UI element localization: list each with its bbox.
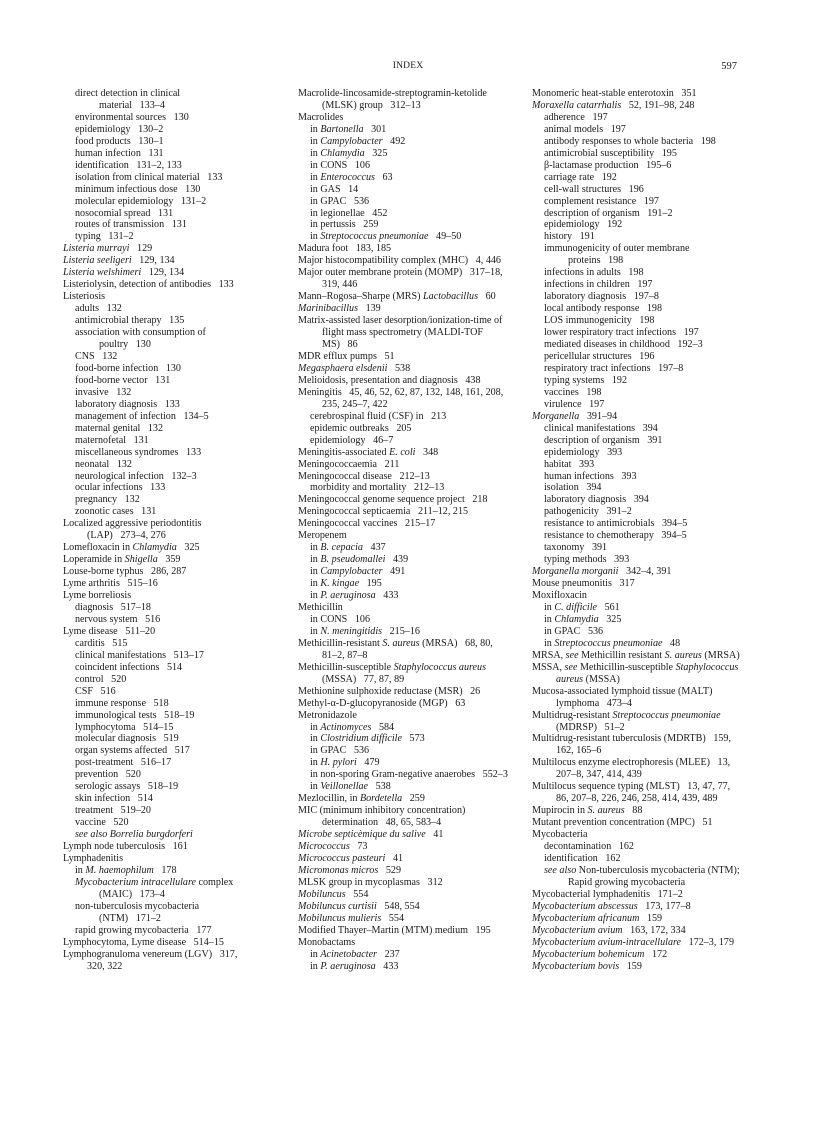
index-entry: Lymphadenitis	[63, 853, 123, 864]
index-entry: immunological tests 518–19	[75, 709, 195, 721]
index-entry: cell-wall structures 196	[544, 183, 644, 195]
index-entry: Melioidosis, presentation and diagnosis 438	[298, 374, 481, 386]
index-column-left	[63, 88, 278, 973]
index-entry: in Acinetobacter 237	[310, 948, 400, 960]
index-entry: MS) 86	[322, 339, 358, 351]
index-entry: aureus (MSSA)	[556, 673, 620, 685]
index-column-middle	[298, 88, 518, 973]
index-entry: Major histocompatibility complex (MHC) 4, 446	[298, 255, 501, 267]
index-entry: animal models 197	[544, 123, 626, 135]
running-header-title: INDEX	[392, 61, 424, 71]
index-entry: MRSA, see Methicillin resistant S. aureus (MRSA)	[532, 649, 740, 661]
index-entry: Morganella 391–94	[532, 410, 618, 422]
index-entry: routes of transmission 131	[75, 219, 187, 231]
index-entry: Mycobacterium avium-intracellulare 172–3, 179	[532, 936, 735, 948]
index-entry: Moxifloxacin	[532, 590, 587, 602]
index-entry: pathogenicity 391–2	[544, 506, 632, 518]
index-entry: in Clostridium difficile 573	[310, 733, 425, 745]
index-entry: vaccines 198	[544, 386, 602, 398]
index-entry: Mupirocin in S. aureus 88	[532, 805, 643, 817]
index-entry: Morganella morganii 342–4, 391	[532, 566, 672, 578]
index-entry: Mycobacteria	[532, 829, 588, 841]
index-entry: description of organism 191–2	[544, 207, 673, 219]
index-entry: in Chlamydia 325	[544, 613, 622, 625]
index-entry: (MSSA) 77, 87, 89	[322, 673, 405, 685]
index-entry: see also Non-tuberculosis mycobacteria (NTM);	[544, 864, 740, 876]
index-entry: β-lactamase production 195–6	[544, 159, 672, 171]
index-entry: proteins 198	[568, 255, 624, 267]
index-entry: MIC (minimum inhibitory concentration)	[298, 805, 466, 817]
index-entry: MLSK group in mycoplasmas 312	[298, 876, 443, 888]
index-entry: in Chlamydia 325	[310, 147, 388, 159]
index-entry: Megasphaera elsdenii 538	[298, 362, 411, 374]
index-entry: organ systems affected 517	[75, 745, 190, 757]
index-entry: zoonotic cases 131	[75, 506, 157, 518]
index-entry: see also Borrelia burgdorferi	[75, 829, 193, 841]
index-entry: Meningococcaemia 211	[298, 458, 400, 470]
index-entry: lymphoma 473–4	[556, 697, 632, 709]
index-entry: in Enterococcus 63	[310, 171, 393, 183]
index-entry: Meningococcal genome sequence project 218	[298, 494, 488, 506]
index-entry: in Campylobacter 491	[310, 566, 406, 578]
index-entry: laboratory diagnosis 394	[544, 494, 649, 506]
index-entry: treatment 519–20	[75, 805, 151, 817]
index-entry: identification 162	[544, 853, 621, 864]
index-entry: cerebrospinal fluid (CSF) in 213	[310, 410, 447, 422]
index-entry: Multidrug-resistant tuberculosis (MDRTB) 159,	[532, 733, 732, 745]
index-entry: 162, 165–6	[556, 745, 602, 757]
index-entry: typing 131–2	[75, 231, 134, 243]
index-entry: immune response 518	[75, 697, 169, 709]
index-entry: 86, 207–8, 226, 246, 258, 414, 439, 489	[556, 793, 718, 805]
index-entry: Mycobacterium abscessus 173, 177–8	[532, 900, 691, 912]
index-entry: pregnancy 132	[75, 494, 140, 506]
index-entry: miscellaneous syndromes 133	[75, 446, 202, 458]
index-entry: Mucosa-associated lymphoid tissue (MALT)	[532, 685, 713, 697]
index-entry: taxonomy 391	[544, 542, 608, 554]
index-entry: 207–8, 347, 414, 439	[556, 769, 642, 781]
index-entry: typing methods 393	[544, 554, 630, 566]
index-entry: Mann–Rogosa–Sharpe (MRS) Lactobacillus 60	[298, 291, 496, 303]
index-entry: in GPAC 536	[310, 745, 370, 757]
index-entry: epidemic outbreaks 205	[310, 422, 412, 434]
index-entry: Localized aggressive periodontitis	[63, 518, 202, 530]
index-entry: in Veillonellae 538	[310, 781, 391, 793]
index-entry: mediated diseases in childhood 192–3	[544, 339, 703, 351]
index-entry: skin infection 514	[75, 793, 153, 805]
index-entry: 235, 245–7, 422	[322, 398, 388, 410]
index-entry: human infections 393	[544, 470, 637, 482]
index-entry: Mezlocillin, in Bordetella 259	[298, 793, 425, 805]
index-entry: Listeria murrayi 129	[63, 243, 153, 255]
index-entry: epidemiology 192	[544, 219, 623, 231]
index-entry: antibody responses to whole bacteria 198	[544, 135, 716, 147]
index-entry: food-borne infection 130	[75, 362, 181, 374]
index-entry: Listeria seeligeri 129, 134	[63, 255, 175, 267]
index-entry: Multidrug-resistant Streptococcus pneumoniae	[532, 709, 721, 721]
index-entry: immunogenicity of outer membrane	[544, 243, 690, 255]
index-entry: (LAP) 273–4, 276	[87, 530, 166, 542]
index-entry: minimum infectious dose 130	[75, 183, 201, 195]
index-entry: Loperamide in Shigella 359	[63, 554, 181, 566]
index-entry: respiratory tract infections 197–8	[544, 362, 684, 374]
index-entry: determination 48, 65, 583–4	[322, 817, 442, 829]
index-entry: complement resistance 197	[544, 195, 659, 207]
index-entry: Metronidazole	[298, 709, 357, 721]
index-entry: in P. aeruginosa 433	[310, 590, 399, 602]
index-entry: in M. haemophilum 178	[75, 864, 177, 876]
index-entry: MSSA, see Methicillin-susceptible Staphylococcus	[532, 661, 739, 673]
index-entry: Lyme borreliosis	[63, 590, 132, 602]
index-entry: Listeria welshimeri 129, 134	[63, 267, 185, 279]
index-entry: Methicillin-resistant S. aureus (MRSA) 68, 80,	[298, 637, 493, 649]
index-entry: Mutant prevention concentration (MPC) 51	[532, 817, 713, 829]
index-entry: clinical manifestations 394	[544, 422, 658, 434]
index-entry: history 191	[544, 231, 595, 243]
index-entry: Listeriosis	[63, 291, 106, 303]
index-entry: in pertussis 259	[310, 219, 379, 231]
index-entry: LOS immunogenicity 198	[544, 315, 655, 327]
index-entry: Mycobacterium bohemicum 172	[532, 948, 668, 960]
index-entry: post-treatment 516–17	[75, 757, 172, 769]
index-entry: adults 132	[75, 303, 122, 315]
index-entry: carditis 515	[75, 637, 128, 649]
index-entry: Mobiluncus 554	[298, 888, 369, 900]
index-entry: isolation 394	[544, 482, 602, 494]
index-entry: epidemiology 393	[544, 446, 623, 458]
index-entry: Multilocus sequence typing (MLST) 13, 47, 77,	[532, 781, 731, 793]
index-entry: (NTM) 171–2	[99, 912, 161, 924]
index-entry: control 520	[75, 673, 127, 685]
index-entry: Monobactams	[298, 936, 356, 948]
index-entry: 81–2, 87–8	[322, 649, 368, 661]
index-entry: Monomeric heat-stable enterotoxin 351	[532, 88, 697, 99]
index-entry: isolation from clinical material 133	[75, 171, 223, 183]
index-entry: Rapid growing mycobacteria	[568, 876, 686, 888]
index-entry: (MAIC) 173–4	[99, 888, 165, 900]
index-entry: in B. cepacia 437	[310, 542, 386, 554]
index-entry: molecular diagnosis 519	[75, 733, 179, 745]
index-entry: Methicillin-susceptible Staphylococcus aureus	[298, 661, 487, 673]
index-entry: material 133–4	[99, 99, 165, 111]
index-entry: Micrococcus pasteuri 41	[298, 853, 404, 864]
index-entry: in legionellae 452	[310, 207, 388, 219]
index-entry: 319, 446	[322, 279, 358, 291]
index-entry: in Actinomyces 584	[310, 721, 395, 733]
index-entry: pericellular structures 196	[544, 350, 655, 362]
index-entry: association with consumption of	[75, 327, 206, 339]
index-entry: Multilocus enzyme electrophoresis (MLEE) 13,	[532, 757, 731, 769]
index-entry: nervous system 516	[75, 613, 161, 625]
index-entry: Macrolides	[298, 111, 344, 123]
index-entry: adherence 197	[544, 111, 608, 123]
index-entry: MDR efflux pumps 51	[298, 350, 395, 362]
index-entry: Micrococcus 73	[298, 841, 368, 853]
index-entry: in P. aeruginosa 433	[310, 960, 399, 972]
index-entry: decontamination 162	[544, 841, 634, 853]
index-entry: Lymphocytoma, Lyme disease 514–15	[63, 936, 224, 948]
index-entry: direct detection in clinical	[75, 88, 181, 99]
index-entry: in Streptococcus pneumoniae 48	[544, 637, 681, 649]
index-entry: in C. difficile 561	[544, 601, 620, 613]
index-entry: management of infection 134–5	[75, 410, 209, 422]
index-entry: diagnosis 517–18	[75, 601, 151, 613]
index-entry: vaccine 520	[75, 817, 129, 829]
index-entry: invasive 132	[75, 386, 132, 398]
index-entry: Macrolide-lincosamide-streptogramin-ketolide	[298, 88, 487, 99]
index-entry: Moraxella catarrhalis 52, 191–98, 248	[532, 99, 695, 111]
index-entry: Lyme arthritis 515–16	[63, 578, 158, 590]
index-column-right	[532, 88, 757, 973]
index-entry: Micromonas micros 529	[298, 864, 401, 876]
index-entry: Mycobacterium intracellulare complex	[75, 876, 234, 888]
index-entry: Lyme disease 511–20	[63, 625, 156, 637]
index-entry: Mobiluncus mulieris 554	[298, 912, 404, 924]
index-entry: Methyl-α-D-glucopyranoside (MGP) 63	[298, 697, 466, 709]
index-entry: Meningococcal vaccines 215–17	[298, 518, 436, 530]
index-entry: poultry 130	[99, 339, 151, 351]
index-entry: rapid growing mycobacteria 177	[75, 924, 212, 936]
index-entry: antimicrobial therapy 135	[75, 315, 185, 327]
index-entry: in Campylobacter 492	[310, 135, 406, 147]
index-entry: Louse-borne typhus 286, 287	[63, 566, 187, 578]
index-entry: identification 131–2, 133	[75, 159, 182, 171]
index-entry: Meningitis-associated E. coli 348	[298, 446, 439, 458]
index-entry: prevention 520	[75, 769, 141, 781]
index-entry: carriage rate 192	[544, 171, 617, 183]
index-entry: molecular epidemiology 131–2	[75, 195, 207, 207]
index-entry: in GPAC 536	[544, 625, 604, 637]
index-entry: coincident infections 514	[75, 661, 183, 673]
index-entry: non-tuberculosis mycobacteria	[75, 900, 200, 912]
index-entry: neonatal 132	[75, 458, 132, 470]
index-entry: clinical manifestations 513–17	[75, 649, 204, 661]
index-entry: Matrix-assisted laser desorption/ionization-time of	[298, 315, 503, 327]
index-entry: Meningococcal disease 212–13	[298, 470, 430, 482]
index-entry: environmental sources 130	[75, 111, 189, 123]
index-entry: Meningococcal septicaemia 211–12, 215	[298, 506, 469, 518]
index-entry: Mobiluncus curtisii 548, 554	[298, 900, 420, 912]
index-entry: Mouse pneumonitis 317	[532, 578, 635, 590]
index-entry: Methionine sulphoxide reductase (MSR) 26	[298, 685, 481, 697]
index-entry: lower respiratory tract infections 197	[544, 327, 699, 339]
index-entry: habitat 393	[544, 458, 595, 470]
index-entry: (MLSK) group 312–13	[322, 99, 421, 111]
index-entry: resistance to chemotherapy 394–5	[544, 530, 687, 542]
index-entry: epidemiology 130–2	[75, 123, 164, 135]
index-entry: lymphocytoma 514–15	[75, 721, 174, 733]
index-entry: serologic assays 518–19	[75, 781, 179, 793]
index-entry: human infection 131	[75, 147, 164, 159]
index-entry: food-borne vector 131	[75, 374, 171, 386]
index-entry: morbidity and mortality 212–13	[310, 482, 445, 494]
index-entry: Lymph node tuberculosis 161	[63, 841, 188, 853]
index-entry: in B. pseudomallei 439	[310, 554, 409, 566]
index-entry: in N. meningitidis 215–16	[310, 625, 420, 637]
index-entry: Madura foot 183, 185	[298, 243, 392, 255]
index-entry: Major outer membrane protein (MOMP) 317–18,	[298, 267, 503, 279]
page-number: 597	[721, 61, 737, 72]
index-entry: Meropenem	[298, 530, 347, 542]
index-entry: (MDRSP) 51–2	[556, 721, 625, 733]
index-entry: laboratory diagnosis 133	[75, 398, 180, 410]
index-entry: Mycobacterium bovis 159	[532, 960, 642, 972]
index-entry: Lymphogranuloma venereum (LGV) 317,	[63, 948, 238, 960]
index-entry: antimicrobial susceptibility 195	[544, 147, 677, 159]
index-entry: ocular infections 133	[75, 482, 166, 494]
index-entry: in H. pylori 479	[310, 757, 380, 769]
index-entry: in GPAC 536	[310, 195, 370, 207]
index-entry: in Bartonella 301	[310, 123, 387, 135]
index-entry: in CONS 106	[310, 159, 371, 171]
index-entry: local antibody response 198	[544, 303, 663, 315]
index-entry: Mycobacterium avium 163, 172, 334	[532, 924, 686, 936]
index-entry: Mycobacterial lymphadenitis 171–2	[532, 888, 683, 900]
index-entry: food products 130–1	[75, 135, 164, 147]
index-entry: maternal genital 132	[75, 422, 164, 434]
index-entry: typing systems 192	[544, 374, 627, 386]
index-entry: virulence 197	[544, 398, 605, 410]
index-entry: 320, 322	[87, 960, 123, 972]
index-entry: in CONS 106	[310, 613, 371, 625]
index-entry: infections in children 197	[544, 279, 653, 291]
index-entry: nosocomial spread 131	[75, 207, 174, 219]
index-entry: epidemiology 46–7	[310, 434, 394, 446]
index-entry: description of organism 391	[544, 434, 663, 446]
index-entry: CNS 132	[75, 350, 118, 362]
index-entry: infections in adults 198	[544, 267, 644, 279]
index-entry: maternofetal 131	[75, 434, 149, 446]
index-entry: Lomefloxacin in Chlamydia 325	[63, 542, 200, 554]
index-entry: resistance to antimicrobials 394–5	[544, 518, 688, 530]
index-entry: laboratory diagnosis 197–8	[544, 291, 659, 303]
index-entry: Marinibacillus 139	[298, 303, 381, 315]
index-entry: Microbe septicèmique du salive 41	[298, 829, 444, 841]
index-entry: in Streptococcus pneumoniae 49–50	[310, 231, 462, 243]
index-entry: Mycobacterium africanum 159	[532, 912, 663, 924]
index-entry: CSF 516	[75, 685, 116, 697]
index-entry: Listeriolysin, detection of antibodies 133	[63, 279, 234, 291]
index-entry: Modified Thayer–Martin (MTM) medium 195	[298, 924, 491, 936]
index-entry: in non-sporing Gram-negative anaerobes 552–3	[310, 769, 508, 781]
index-entry: Meningitis 45, 46, 52, 62, 87, 132, 148, 161, 208,	[298, 386, 504, 398]
index-entry: neurological infection 132–3	[75, 470, 197, 482]
index-entry: in GAS 14	[310, 183, 359, 195]
index-entry: flight mass spectrometry (MALDI-TOF	[322, 327, 484, 339]
index-entry: Methicillin	[298, 601, 343, 613]
index-entry: in K. kingae 195	[310, 578, 382, 590]
